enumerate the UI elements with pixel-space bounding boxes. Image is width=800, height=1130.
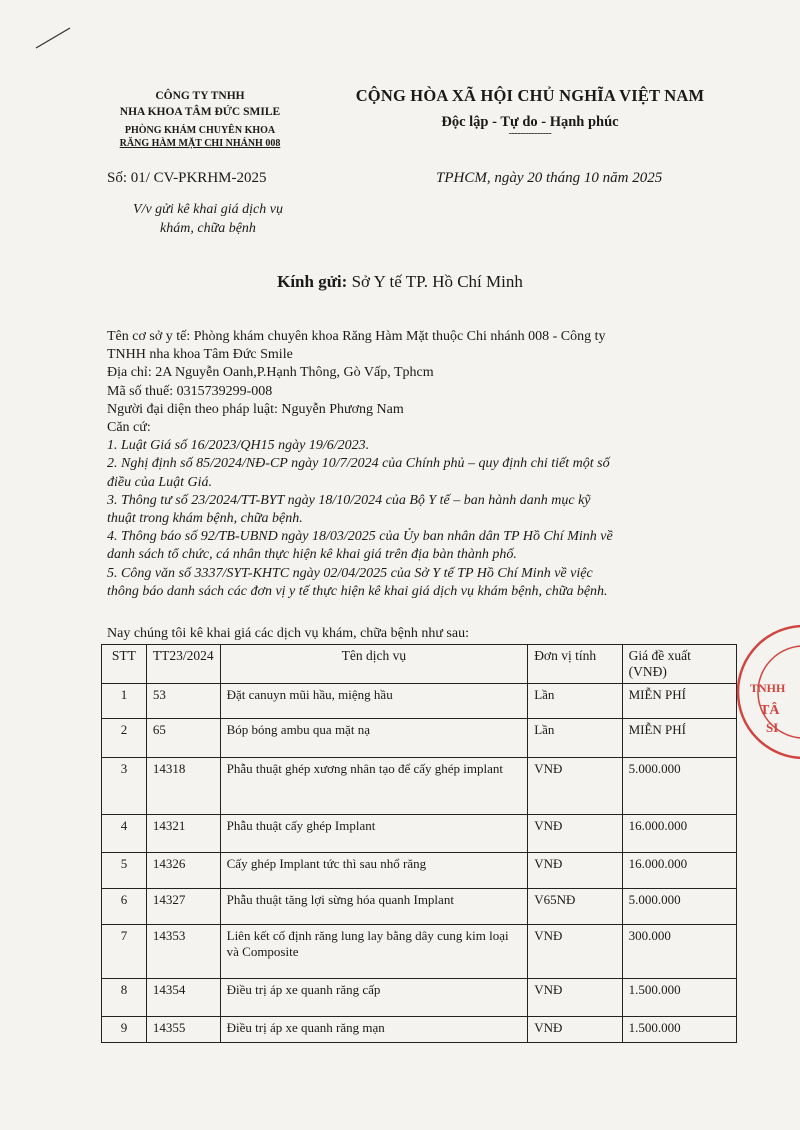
national-header <box>350 86 710 139</box>
cell-code: 14355 <box>146 1017 220 1043</box>
cell-unit: VNĐ <box>528 1017 622 1043</box>
subject-line2: khám, chữa bệnh <box>160 221 256 236</box>
motto-rule: --------------- <box>508 128 552 139</box>
facility-representative: Người đại diện theo pháp luật: Nguyễn Phương Nam <box>107 401 404 417</box>
company-stamp-icon <box>736 620 800 770</box>
basis-label: Căn cứ: <box>107 420 151 436</box>
legal-basis-line: 1. Luật Giá số 16/2023/QH15 ngày 19/6/2023. <box>107 438 370 454</box>
cell-stt: 4 <box>102 815 147 853</box>
legal-basis-line: thông báo danh sách các đơn vị y tế thực hiện kê khai giá dịch vụ khám bệnh, chữa bệnh. <box>107 583 608 599</box>
cell-stt: 9 <box>102 1017 147 1043</box>
cell-service: Bóp bóng ambu qua mặt nạ <box>220 719 528 758</box>
cell-service: Phẫu thuật cấy ghép Implant <box>220 815 528 853</box>
document-body <box>107 328 707 601</box>
facility-tax-code: Mã số thuế: 0315739299-008 <box>107 383 273 399</box>
cell-price: 300.000 <box>622 925 736 979</box>
nation-title: CỘNG HÒA XÃ HỘI CHỦ NGHĨA VIỆT NAM <box>355 86 705 105</box>
legal-basis-line: 5. Công văn số 3337/SYT-KHTC ngày 02/04/2025 của Sở Y tế TP Hồ Chí Minh về việc <box>107 565 593 581</box>
col-header-unit: Đơn vị tính <box>528 645 622 684</box>
cell-stt: 3 <box>102 758 147 815</box>
col-header-stt: STT <box>102 645 147 684</box>
company-line1: CÔNG TY TNHH <box>155 90 245 102</box>
cell-price: MIỄN PHÍ <box>622 719 736 758</box>
cell-code: 14326 <box>146 853 220 889</box>
cell-service: Điều trị áp xe quanh răng mạn <box>220 1017 528 1043</box>
cell-price: 16.000.000 <box>622 815 736 853</box>
table-row <box>102 1017 737 1043</box>
cell-price: MIỄN PHÍ <box>622 684 736 719</box>
cell-service: Phẫu thuật tăng lợi sừng hóa quanh Implant <box>220 889 528 925</box>
legal-basis-line: 2. Nghị định số 85/2024/NĐ-CP ngày 10/7/2024 của Chính phủ – quy định chi tiết một số <box>107 456 610 472</box>
recipient-name: Sở Y tế TP. Hồ Chí Minh <box>351 272 523 291</box>
table-row <box>102 758 737 815</box>
cell-unit: Lần <box>528 719 622 758</box>
subject-line1: V/v gửi kê khai giá dịch vụ <box>133 202 283 217</box>
table-header-row <box>102 645 737 684</box>
col-header-service: Tên dịch vụ <box>220 645 528 684</box>
pen-mark-icon <box>34 26 74 50</box>
cell-unit: VNĐ <box>528 758 622 815</box>
cell-service: Đặt canuyn mũi hầu, miệng hầu <box>220 684 528 719</box>
cell-unit: VNĐ <box>528 815 622 853</box>
facility-address: Địa chỉ: 2A Nguyễn Oanh,P.Hạnh Thông, Gò Vấp, Tphcm <box>107 365 434 381</box>
cell-unit: VNĐ <box>528 853 622 889</box>
cell-service: Phẫu thuật ghép xương nhân tạo để cấy ghép implant <box>220 758 528 815</box>
svg-text:SI: SI <box>766 720 779 735</box>
cell-code: 14318 <box>146 758 220 815</box>
company-header <box>80 88 320 150</box>
table-row <box>102 889 737 925</box>
cell-service: Cấy ghép Implant tức thì sau nhổ răng <box>220 853 528 889</box>
cell-price: 5.000.000 <box>622 758 736 815</box>
table-row <box>102 853 737 889</box>
svg-text:TÂ: TÂ <box>760 703 780 718</box>
subject <box>88 200 328 238</box>
cell-price: 1.500.000 <box>622 1017 736 1043</box>
table-intro: Nay chúng tôi kê khai giá các dịch vụ khám, chữa bệnh như sau: <box>107 626 469 641</box>
legal-basis-line: thuật trong khám bệnh, chữa bệnh. <box>107 511 303 527</box>
cell-code: 53 <box>146 684 220 719</box>
cell-unit: VNĐ <box>528 925 622 979</box>
clinic-line1: PHÒNG KHÁM CHUYÊN KHOA <box>124 125 276 136</box>
col-header-code: TT23/2024 <box>146 645 220 684</box>
service-price-table <box>101 644 737 1043</box>
cell-unit: V65NĐ <box>528 889 622 925</box>
clinic-line2: RĂNG HÀM MẶT CHI NHÁNH 008 <box>119 138 281 149</box>
cell-code: 14353 <box>146 925 220 979</box>
facility-name-line2: TNHH nha khoa Tâm Đức Smile <box>107 347 293 363</box>
facility-name-line1: Tên cơ sở y tế: Phòng khám chuyên khoa Răng Hàm Mặt thuộc Chi nhánh 008 - Công ty <box>107 329 606 344</box>
date-line: TPHCM, ngày 20 tháng 10 năm 2025 <box>436 170 663 186</box>
cell-code: 65 <box>146 719 220 758</box>
cell-code: 14321 <box>146 815 220 853</box>
cell-stt: 2 <box>102 719 147 758</box>
cell-stt: 1 <box>102 684 147 719</box>
cell-service: Điều trị áp xe quanh răng cấp <box>220 979 528 1017</box>
table-row <box>102 684 737 719</box>
legal-basis-line: danh sách tổ chức, cá nhân thực hiện kê khai giá trên địa bàn thành phố. <box>107 547 517 563</box>
cell-stt: 8 <box>102 979 147 1017</box>
table-row <box>102 719 737 758</box>
company-line2: NHA KHOA TÂM ĐỨC SMILE <box>119 106 281 118</box>
col-header-price: Giá đề xuất (VNĐ) <box>622 645 736 684</box>
document-number: Số: 01/ CV-PKRHM-2025 <box>107 170 267 186</box>
recipient <box>0 272 800 292</box>
table-row <box>102 979 737 1017</box>
cell-service: Liên kết cố định răng lung lay bằng dây cung kim loại và Composite <box>220 925 528 979</box>
cell-code: 14327 <box>146 889 220 925</box>
table-row <box>102 925 737 979</box>
cell-stt: 6 <box>102 889 147 925</box>
cell-unit: Lần <box>528 684 622 719</box>
table-row <box>102 815 737 853</box>
legal-basis-line: 4. Thông báo số 92/TB-UBND ngày 18/03/2025 của Ủy ban nhân dân TP Hồ Chí Minh về <box>107 529 613 545</box>
recipient-label: Kính gửi: <box>277 272 348 291</box>
motto: Độc lập - Tự do - Hạnh phúc <box>441 114 619 130</box>
svg-text:TNHH: TNHH <box>750 681 786 695</box>
cell-price: 1.500.000 <box>622 979 736 1017</box>
cell-stt: 5 <box>102 853 147 889</box>
legal-basis-line: 3. Thông tư số 23/2024/TT-BYT ngày 18/10/2024 của Bộ Y tế – ban hành danh mục kỹ <box>107 492 591 508</box>
cell-price: 5.000.000 <box>622 889 736 925</box>
cell-price: 16.000.000 <box>622 853 736 889</box>
cell-unit: VNĐ <box>528 979 622 1017</box>
cell-stt: 7 <box>102 925 147 979</box>
cell-code: 14354 <box>146 979 220 1017</box>
legal-basis-line: điều của Luật Giá. <box>107 474 212 490</box>
